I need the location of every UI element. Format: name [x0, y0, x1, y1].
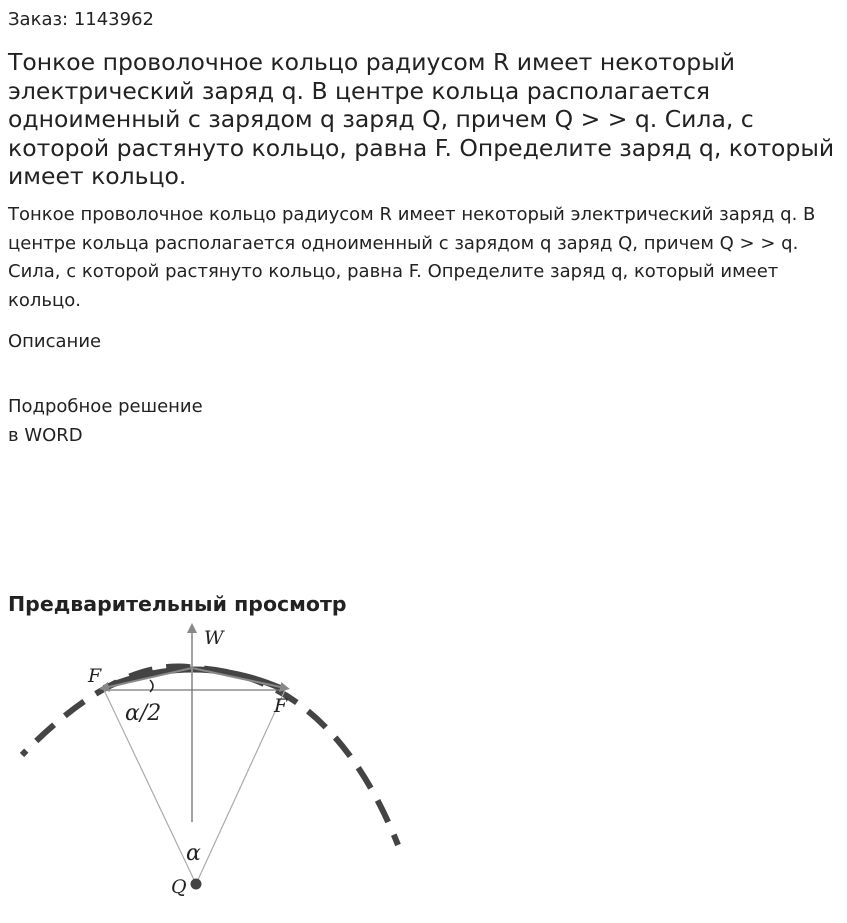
force-right [192, 668, 285, 688]
solution-line-1: Подробное решение [8, 396, 203, 417]
preview-heading: Предварительный просмотр [8, 592, 347, 616]
page-title: Тонкое проволочное кольцо радиусом R имеет некоторый электрический заряд q. В центре кольца располагается одноименный с зарядом q заряд Q, причем Q > > q. Сила, с которой растянуто кольцо, равна F. Определите заряд q, который имеет кольцо. [8, 48, 835, 190]
charge-dot [191, 879, 202, 890]
radius-right [196, 690, 285, 884]
solution-line-2: в WORD [8, 425, 83, 446]
order-number: Заказ: 1143962 [8, 9, 154, 30]
angle-label: α [186, 841, 201, 866]
w-label: W [204, 627, 224, 649]
preview-figure [0, 618, 420, 908]
half-angle-label: α/2 [125, 701, 162, 726]
problem-text: Тонкое проволочное кольцо радиусом R имеет некоторый электрический заряд q. В центре кольца располагается одноименный с зарядом q заряд Q, причем Q > > q. Сила, с которой растянуто кольцо, равна F. Определите заряд q, который имеет кольцо. [8, 204, 816, 311]
ring-arc [22, 667, 398, 845]
charge-label: Q [171, 876, 187, 898]
f-right-label: F [274, 695, 288, 717]
description-label: Описание [8, 331, 102, 352]
ring-segment [104, 669, 285, 690]
solution-info [8, 392, 203, 450]
f-left-label: F [88, 665, 102, 687]
